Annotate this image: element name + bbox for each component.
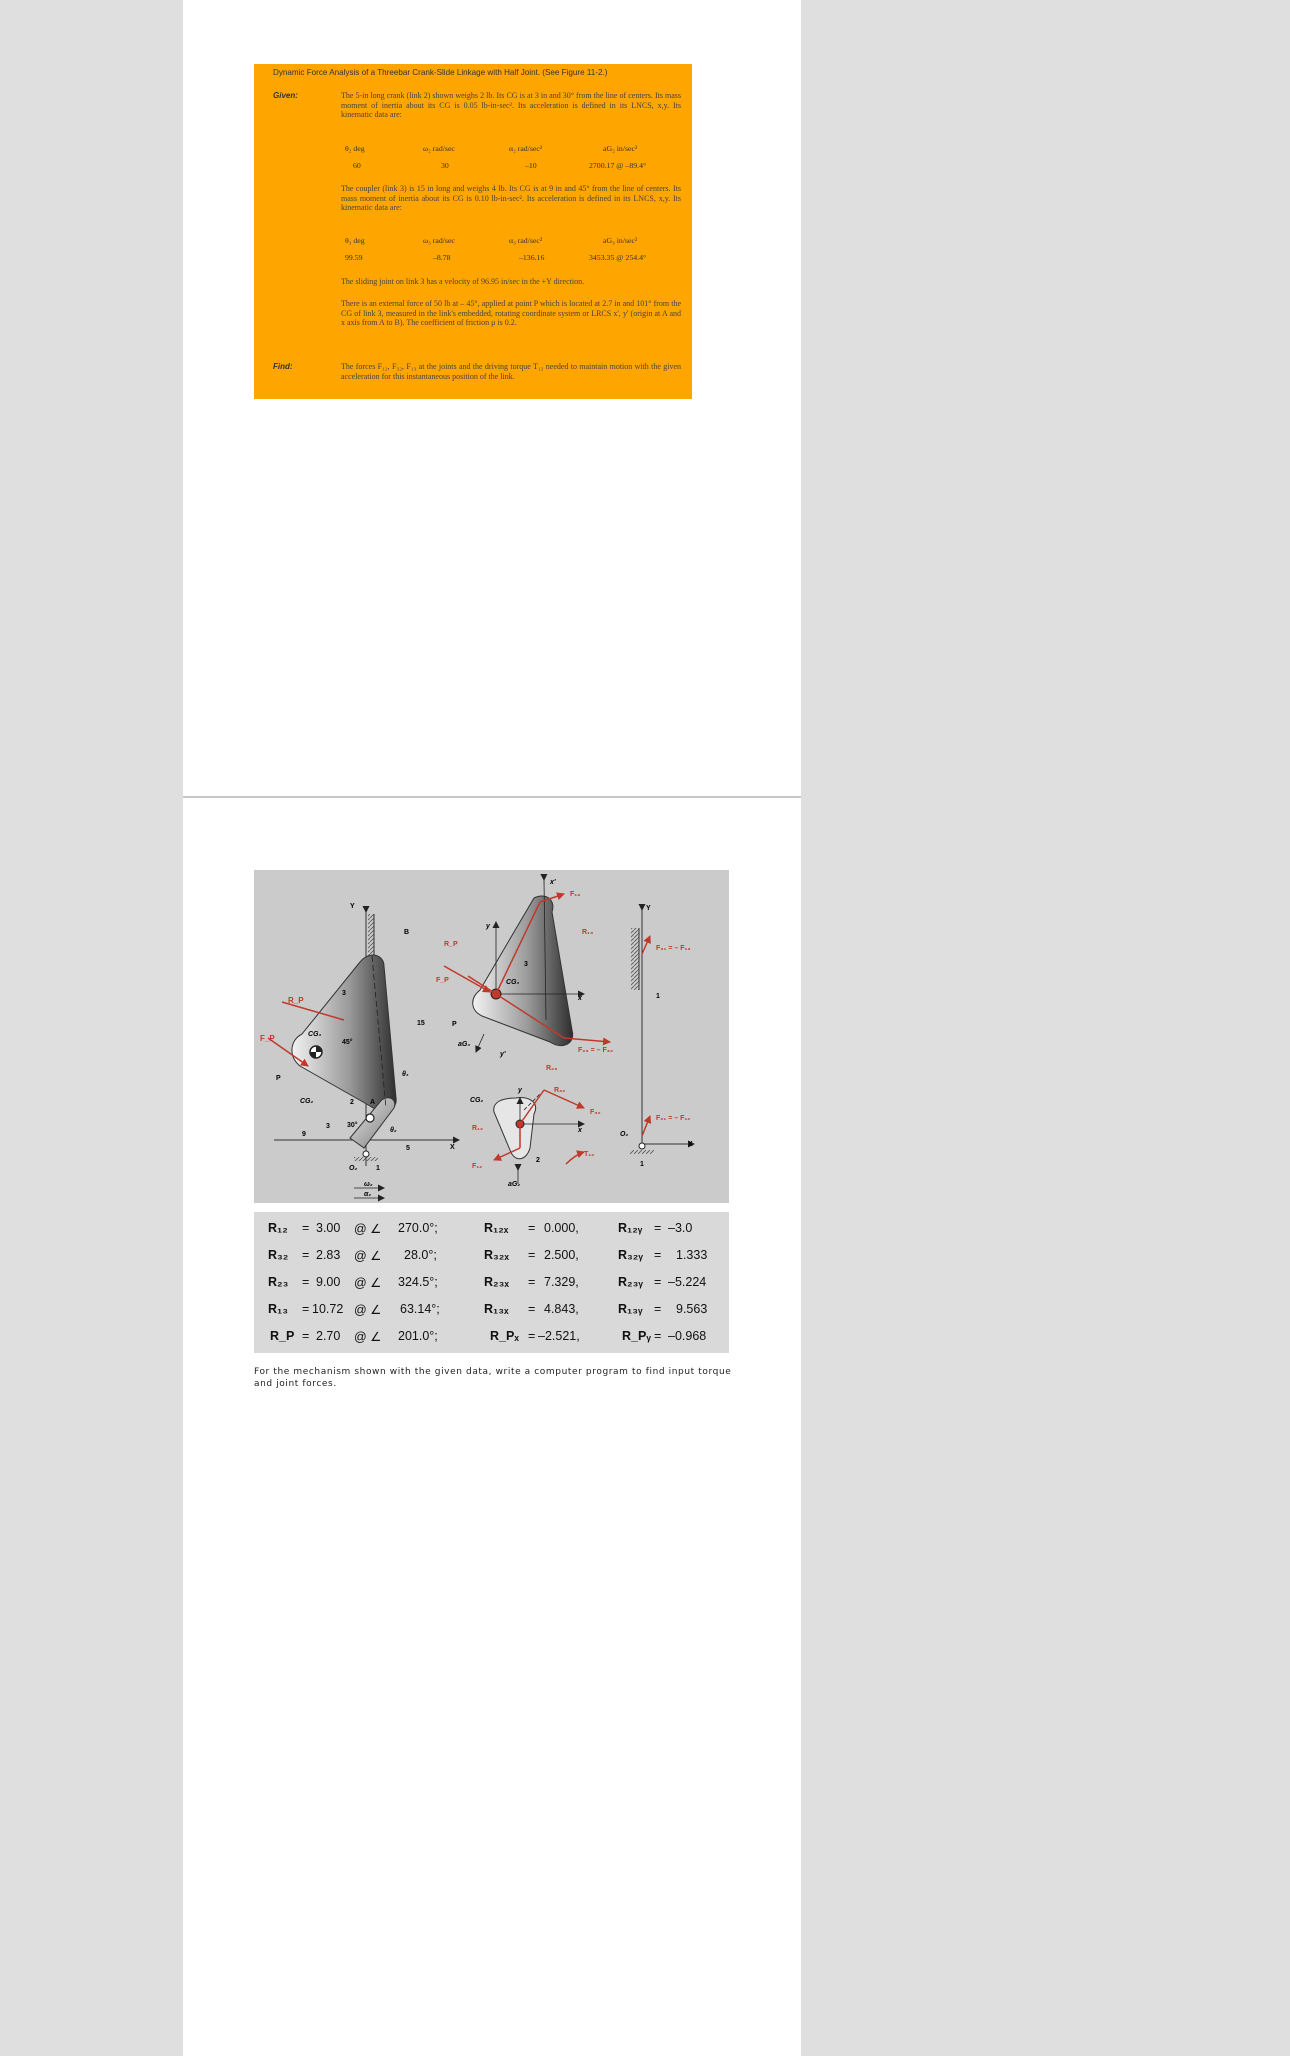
coupler-value-accel: 3453.35 @ 254.4°	[589, 253, 647, 262]
label-f13: F₁₃	[570, 891, 581, 898]
result-row-rp: R_P = 2.70 @ ∠ 201.0°; R_Pₓ = –2.521, R_Pᵧ = –0.968	[270, 1329, 707, 1344]
cg2-symbol	[366, 1114, 374, 1122]
external-force-paragraph: There is an external force of 50 lb at – 45°, applied at point P which is located at 2.7 in and 101° from the CG of link 3, measured in the link's embedded, rotating coordinate system or LRCS x', y' (origin at A and x axis from A to B). The coefficient of friction μ is 0.2.	[341, 299, 681, 328]
pivot-hatch-right	[630, 1150, 654, 1154]
t12-arrow	[566, 1152, 584, 1164]
label-f31: F₃₁ = – F₁₃	[656, 945, 691, 952]
y-component-name: R₁₂ᵧ	[618, 1221, 643, 1235]
label-p-left: P	[276, 1075, 281, 1082]
linkage-figure	[254, 870, 729, 1203]
label-yprime: y'	[500, 1051, 506, 1058]
coupler-header-omega: ω₃ rad/sec	[423, 236, 455, 245]
result-row-r13: R₁₃ = 10.72 @ ∠ 63.14°; R₁₃ₓ = 4.843, R₁₃ᵧ = 9.563	[268, 1302, 708, 1317]
label-3b: 3	[326, 1123, 330, 1130]
label-y-left: Y	[350, 903, 355, 910]
crank-value-theta: 60	[353, 161, 361, 170]
label-x-right: X	[688, 1141, 693, 1148]
crank-header-accel: aG₂ in/sec²	[603, 144, 638, 153]
coupler-header-accel: aG₃ in/sec²	[603, 236, 638, 245]
slot-hatch-right	[631, 928, 639, 990]
label-b: B	[404, 929, 410, 936]
label-fp-left: F_P	[260, 1034, 275, 1043]
label-omega2: ω₂	[364, 1181, 373, 1188]
f31-vector	[642, 936, 650, 954]
label-a: A	[370, 1099, 376, 1106]
crank-header-theta: θ₂ deg	[345, 144, 365, 153]
pivot-o2	[363, 1151, 369, 1157]
label-cg3-mid: CG₃	[506, 979, 520, 986]
find-paragraph: The forces F₁₂, F₃₂, F₁₃ at the joints and the driving torque T₁₂ needed to maintain motion with the given acceleration for this instantaneous position of the link.	[341, 362, 681, 381]
crank-header-omega: ω₂ rad/sec	[423, 144, 455, 153]
link3-free-body	[436, 879, 613, 1072]
example-title: Dynamic Force Analysis of a Threebar Crank-Slide Linkage with Half Joint. (See Figure 11-2.)	[273, 68, 608, 77]
sliding-paragraph: The sliding joint on link 3 has a velocity of 96.95 in/sec in the +Y direction.	[341, 277, 585, 286]
coupler-data-table	[341, 236, 681, 268]
vector-magnitude: 3.00	[316, 1221, 341, 1235]
label-theta3: θ₃	[402, 1071, 409, 1078]
linkage-diagram	[254, 870, 729, 1203]
label-2-left: 2	[350, 1099, 354, 1106]
label-3-left: 3	[342, 990, 346, 997]
result-row-r12: R₁₂ = 3.00 @ ∠ 270.0°; R₁₂ₓ = 0.000, R₁₂ᵧ = –3.0	[268, 1221, 693, 1236]
link3-body	[473, 896, 573, 1046]
y-component-value: –3.0	[668, 1221, 693, 1235]
label-1-left: 1	[376, 1165, 380, 1172]
fp-vector-mid	[444, 966, 490, 992]
label-x-left: X	[450, 1144, 455, 1151]
page-one	[183, 0, 801, 796]
find-label: Find:	[273, 362, 293, 371]
label-y-link2: y	[518, 1087, 522, 1094]
crank-data-table	[341, 144, 681, 176]
crank-value-accel: 2700.17 @ –89.4°	[589, 161, 647, 170]
label-y-right: Y	[646, 905, 651, 912]
label-o2-left: O₂	[349, 1165, 358, 1172]
label-p-mid: P	[452, 1021, 457, 1028]
label-cg2-left: CG₂	[300, 1098, 314, 1105]
pivot-o2-right	[639, 1143, 645, 1149]
label-o2-right: O₂	[620, 1131, 629, 1138]
link2-body	[494, 1098, 536, 1159]
label-r23: R₂₃	[546, 1065, 558, 1072]
label-3-mid: 3	[524, 961, 528, 968]
label-45deg: 45°	[342, 1039, 353, 1046]
coupler-header-alpha: α₃ rad/sec²	[509, 236, 543, 245]
label-alpha2: α₂	[364, 1191, 372, 1198]
link1-free-body	[620, 905, 694, 1168]
label-rp-mid: R_P	[444, 941, 458, 948]
ground-pivot-hatch	[354, 1157, 378, 1161]
example-box	[254, 64, 692, 399]
crank-value-alpha: –10	[525, 161, 537, 170]
crank-header-alpha: α₂ rad/sec²	[509, 144, 543, 153]
crank-paragraph: The 5-in long crank (link 2) shown weighs 2 lb. Its CG is at 3 in and 30° from the line of centers. Its mass moment of inertia about its CG is 0.05 lb-in-sec². Its acceleration is defined in its LNCS, x,y. Its kinematic data are:	[341, 91, 681, 120]
label-r12: R₁₂	[472, 1125, 484, 1132]
label-fp-mid: F_P	[436, 977, 449, 984]
label-15: 15	[417, 1020, 425, 1027]
result-row-r23: R₂₃ = 9.00 @ ∠ 324.5°; R₂₃ₓ = 7.329, R₂₃ᵧ = –5.224	[268, 1275, 707, 1290]
label-ag3: aG₃	[458, 1041, 471, 1048]
label-theta2: θ₂	[390, 1127, 397, 1134]
crank-value-omega: 30	[441, 161, 449, 170]
coupler-value-theta: 99.59	[345, 253, 363, 262]
label-f12: F₁₂	[472, 1163, 483, 1170]
label-1-right-top: 1	[656, 993, 660, 1000]
label-ag2: aG₂	[508, 1181, 521, 1188]
label-xprime: x'	[550, 879, 556, 886]
coupler-paragraph: The coupler (link 3) is 15 in long and weighs 4 lb. Its CG is at 9 in and 45° from the line of centers. Its mass moment of inertia about its CG is 0.10 lb-in-sec². Its acceleration is defined in its LNCS, x,y. Its kinematic data are:	[341, 184, 681, 213]
label-f21: F₂₁ = – F₁₂	[656, 1115, 691, 1122]
x-component-value: 0.000,	[544, 1221, 579, 1235]
label-9: 9	[302, 1131, 306, 1138]
result-row-r32: R₃₂ = 2.83 @ ∠ 28.0°; R₃₂ₓ = 2.500, R₃₂ᵧ = 1.333	[268, 1248, 708, 1263]
x-component-name: R₁₂ₓ	[484, 1221, 509, 1235]
label-cg3-left: CG₃	[308, 1031, 322, 1038]
link2-free-body	[470, 1087, 601, 1188]
label-x-link2: x	[578, 1127, 582, 1134]
label-5: 5	[406, 1145, 410, 1152]
label-t12: T₁₂	[584, 1151, 595, 1158]
page-two	[183, 798, 801, 2056]
problem-statement: For the mechanism shown with the given data, write a computer program to find input torque and joint forces.	[254, 1367, 732, 1389]
label-r32: R₃₂	[554, 1087, 566, 1094]
label-f32: F₃₂	[590, 1109, 601, 1116]
given-label: Given:	[273, 91, 298, 100]
label-f23: F₂₃ = – F₃₂	[578, 1047, 614, 1054]
label-1-right: 1	[640, 1161, 644, 1168]
coupler-header-theta: θ₃ deg	[345, 236, 365, 245]
coupler-value-omega: –8.78	[433, 253, 451, 262]
assembled-mechanism	[260, 903, 459, 1198]
coupler-value-alpha: –136.16	[519, 253, 545, 262]
label-r13: R₁₃	[582, 929, 594, 936]
f21-vector	[642, 1116, 650, 1136]
label-2-mid: 2	[536, 1157, 540, 1164]
ag3-arrow	[476, 1034, 484, 1052]
label-rp-left: R_P	[288, 996, 304, 1005]
label-x-mid: x	[578, 995, 582, 1002]
vector-angle: 270.0°;	[398, 1221, 438, 1235]
vector-name: R₁₂	[268, 1221, 288, 1235]
label-30deg: 30°	[347, 1122, 358, 1129]
label-y-mid: y	[486, 923, 490, 930]
label-cg2-mid: CG₂	[470, 1097, 484, 1104]
position-vectors-table	[254, 1212, 729, 1353]
